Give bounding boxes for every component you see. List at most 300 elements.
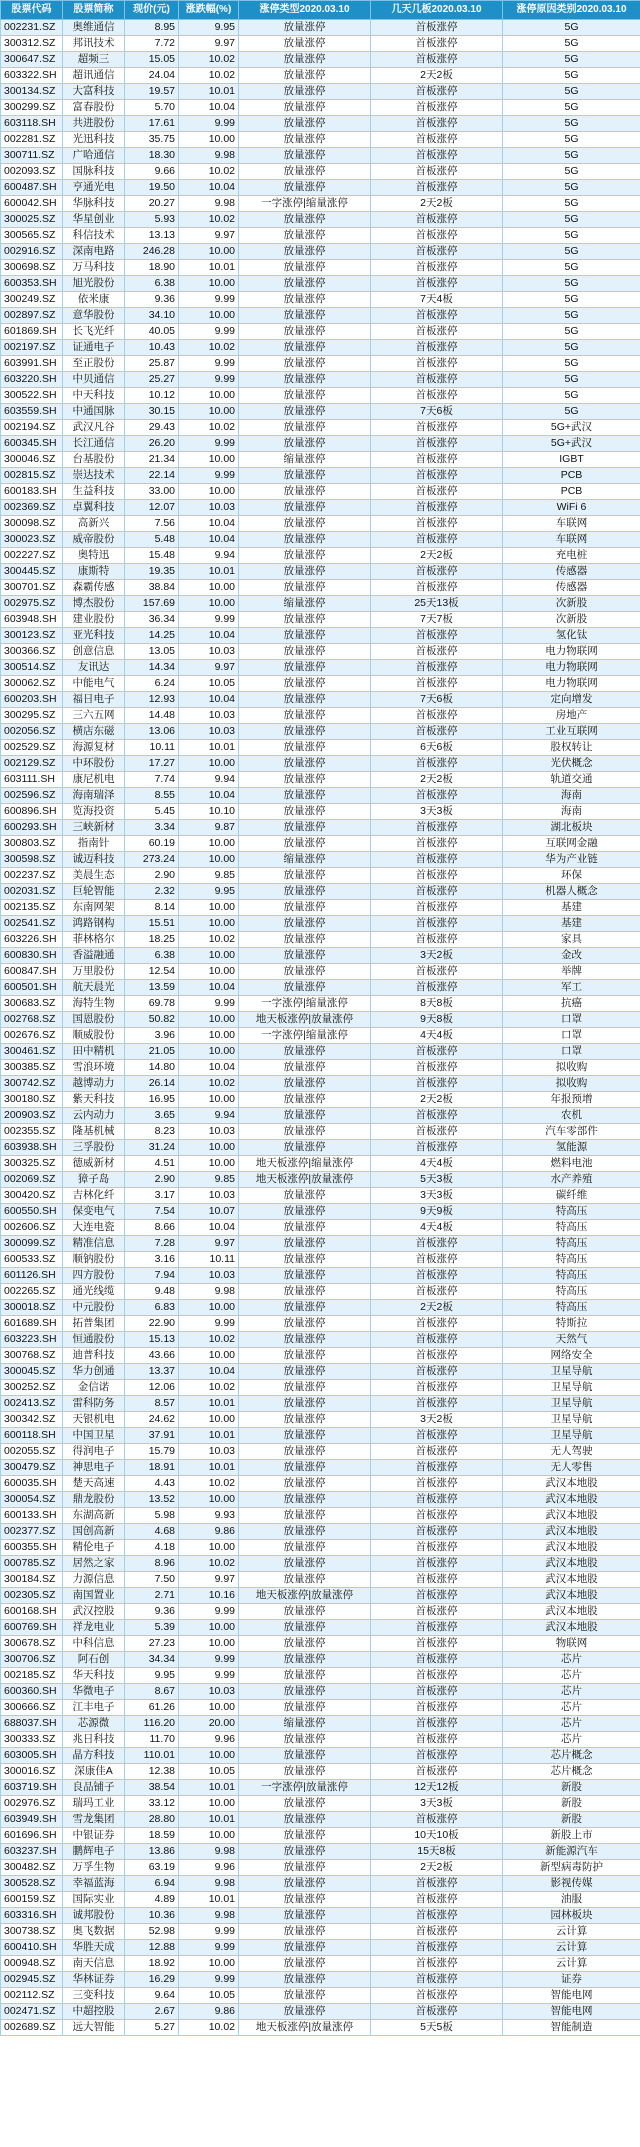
- stock-name-cell[interactable]: 超讯通信: [63, 68, 125, 84]
- stock-code-cell[interactable]: 603322.SH: [1, 68, 63, 84]
- board-days-cell[interactable]: 9天9板: [371, 1204, 503, 1220]
- limit-type-cell[interactable]: 放量涨停: [239, 1908, 371, 1924]
- limit-type-cell[interactable]: 放量涨停: [239, 612, 371, 628]
- stock-name-cell[interactable]: 得润电子: [63, 1444, 125, 1460]
- board-days-cell[interactable]: 首板涨停: [371, 1284, 503, 1300]
- stock-name-cell[interactable]: 武汉凡谷: [63, 420, 125, 436]
- reason-cell[interactable]: 芯片: [503, 1700, 640, 1716]
- price-cell[interactable]: 20.27: [125, 196, 179, 212]
- stock-name-cell[interactable]: 四方股份: [63, 1268, 125, 1284]
- table-row[interactable]: [1, 292, 640, 308]
- table-row[interactable]: [1, 644, 640, 660]
- stock-code-cell[interactable]: 601696.SH: [1, 1828, 63, 1844]
- table-row[interactable]: [1, 836, 640, 852]
- price-cell[interactable]: 13.13: [125, 228, 179, 244]
- change-pct-cell[interactable]: 10.01: [179, 564, 239, 580]
- price-cell[interactable]: 27.23: [125, 1636, 179, 1652]
- stock-name-cell[interactable]: 共进股份: [63, 116, 125, 132]
- reason-cell[interactable]: 光伏概念: [503, 756, 640, 772]
- reason-cell[interactable]: 水产养殖: [503, 1172, 640, 1188]
- price-cell[interactable]: 5.45: [125, 804, 179, 820]
- limit-type-cell[interactable]: 放量涨停: [239, 692, 371, 708]
- price-cell[interactable]: 28.80: [125, 1812, 179, 1828]
- limit-type-cell[interactable]: 放量涨停: [239, 420, 371, 436]
- change-pct-cell[interactable]: 10.00: [179, 1300, 239, 1316]
- limit-type-cell[interactable]: 放量涨停: [239, 516, 371, 532]
- board-days-cell[interactable]: 首板涨停: [371, 644, 503, 660]
- change-pct-cell[interactable]: 9.97: [179, 228, 239, 244]
- table-row[interactable]: [1, 1924, 640, 1940]
- price-cell[interactable]: 24.62: [125, 1412, 179, 1428]
- stock-code-cell[interactable]: 601126.SH: [1, 1268, 63, 1284]
- board-days-cell[interactable]: 首板涨停: [371, 1764, 503, 1780]
- price-cell[interactable]: 110.01: [125, 1748, 179, 1764]
- board-days-cell[interactable]: 首板涨停: [371, 1348, 503, 1364]
- limit-type-cell[interactable]: 放量涨停: [239, 2004, 371, 2020]
- stock-name-cell[interactable]: 通光线缆: [63, 1284, 125, 1300]
- change-pct-cell[interactable]: 10.04: [179, 788, 239, 804]
- reason-cell[interactable]: 5G: [503, 340, 640, 356]
- stock-name-cell[interactable]: 良品铺子: [63, 1780, 125, 1796]
- change-pct-cell[interactable]: 9.86: [179, 1524, 239, 1540]
- stock-code-cell[interactable]: 603237.SH: [1, 1844, 63, 1860]
- reason-cell[interactable]: 武汉本地股: [503, 1540, 640, 1556]
- board-days-cell[interactable]: 4天4板: [371, 1156, 503, 1172]
- change-pct-cell[interactable]: 10.02: [179, 212, 239, 228]
- board-days-cell[interactable]: 首板涨停: [371, 500, 503, 516]
- stock-name-cell[interactable]: 雪浪环境: [63, 1060, 125, 1076]
- change-pct-cell[interactable]: 9.98: [179, 1844, 239, 1860]
- change-pct-cell[interactable]: 10.00: [179, 132, 239, 148]
- price-cell[interactable]: 16.29: [125, 1972, 179, 1988]
- change-pct-cell[interactable]: 10.00: [179, 1140, 239, 1156]
- table-row[interactable]: [1, 820, 640, 836]
- board-days-cell[interactable]: 首板涨停: [371, 1812, 503, 1828]
- board-days-cell[interactable]: 首板涨停: [371, 836, 503, 852]
- table-row[interactable]: [1, 1796, 640, 1812]
- board-days-cell[interactable]: 首板涨停: [371, 1556, 503, 1572]
- stock-code-cell[interactable]: 300678.SZ: [1, 1636, 63, 1652]
- change-pct-cell[interactable]: 10.02: [179, 1556, 239, 1572]
- limit-type-cell[interactable]: 地天板涨停|放量涨停: [239, 1588, 371, 1604]
- table-row[interactable]: [1, 1220, 640, 1236]
- change-pct-cell[interactable]: 9.98: [179, 1876, 239, 1892]
- table-row[interactable]: [1, 948, 640, 964]
- limit-type-cell[interactable]: 放量涨停: [239, 1812, 371, 1828]
- board-days-cell[interactable]: 首板涨停: [371, 964, 503, 980]
- board-days-cell[interactable]: 首板涨停: [371, 1060, 503, 1076]
- board-days-cell[interactable]: 首板涨停: [371, 1380, 503, 1396]
- reason-cell[interactable]: 5G: [503, 260, 640, 276]
- limit-type-cell[interactable]: 放量涨停: [239, 164, 371, 180]
- board-days-cell[interactable]: 2天2板: [371, 1092, 503, 1108]
- table-row[interactable]: [1, 1300, 640, 1316]
- change-pct-cell[interactable]: 10.04: [179, 980, 239, 996]
- change-pct-cell[interactable]: 9.99: [179, 1940, 239, 1956]
- limit-type-cell[interactable]: 放量涨停: [239, 468, 371, 484]
- reason-cell[interactable]: 电力物联网: [503, 676, 640, 692]
- table-row[interactable]: [1, 20, 640, 36]
- change-pct-cell[interactable]: 9.99: [179, 292, 239, 308]
- change-pct-cell[interactable]: 9.94: [179, 548, 239, 564]
- price-cell[interactable]: 18.30: [125, 148, 179, 164]
- stock-code-cell[interactable]: 600533.SZ: [1, 1252, 63, 1268]
- stock-name-cell[interactable]: 威帝股份: [63, 532, 125, 548]
- stock-name-cell[interactable]: 华脉科技: [63, 196, 125, 212]
- change-pct-cell[interactable]: 9.93: [179, 1508, 239, 1524]
- stock-name-cell[interactable]: 三峡新材: [63, 820, 125, 836]
- header-reason[interactable]: 涨停原因类别2020.03.10: [503, 1, 640, 20]
- reason-cell[interactable]: 特高压: [503, 1284, 640, 1300]
- board-days-cell[interactable]: 8天8板: [371, 996, 503, 1012]
- stock-code-cell[interactable]: 300333.SZ: [1, 1732, 63, 1748]
- price-cell[interactable]: 18.92: [125, 1956, 179, 1972]
- table-row[interactable]: [1, 1684, 640, 1700]
- reason-cell[interactable]: 新能源汽车: [503, 1844, 640, 1860]
- board-days-cell[interactable]: 首板涨停: [371, 1700, 503, 1716]
- table-row[interactable]: [1, 1508, 640, 1524]
- stock-name-cell[interactable]: 广哈通信: [63, 148, 125, 164]
- stock-code-cell[interactable]: 600035.SH: [1, 1476, 63, 1492]
- change-pct-cell[interactable]: 10.00: [179, 1636, 239, 1652]
- price-cell[interactable]: 24.04: [125, 68, 179, 84]
- stock-name-cell[interactable]: 长江通信: [63, 436, 125, 452]
- price-cell[interactable]: 36.34: [125, 612, 179, 628]
- price-cell[interactable]: 15.48: [125, 548, 179, 564]
- stock-name-cell[interactable]: 芯源微: [63, 1716, 125, 1732]
- price-cell[interactable]: 157.69: [125, 596, 179, 612]
- stock-name-cell[interactable]: 博杰股份: [63, 596, 125, 612]
- board-days-cell[interactable]: 首板涨停: [371, 1956, 503, 1972]
- price-cell[interactable]: 30.15: [125, 404, 179, 420]
- reason-cell[interactable]: 拟收购: [503, 1060, 640, 1076]
- reason-cell[interactable]: 卫星导航: [503, 1380, 640, 1396]
- stock-name-cell[interactable]: 康尼机电: [63, 772, 125, 788]
- board-days-cell[interactable]: 首板涨停: [371, 628, 503, 644]
- stock-code-cell[interactable]: 300738.SZ: [1, 1924, 63, 1940]
- price-cell[interactable]: 6.24: [125, 676, 179, 692]
- change-pct-cell[interactable]: 10.02: [179, 1332, 239, 1348]
- reason-cell[interactable]: 5G: [503, 372, 640, 388]
- change-pct-cell[interactable]: 10.00: [179, 1092, 239, 1108]
- price-cell[interactable]: 7.50: [125, 1572, 179, 1588]
- board-days-cell[interactable]: 首板涨停: [371, 1444, 503, 1460]
- board-days-cell[interactable]: 3天3板: [371, 1188, 503, 1204]
- table-row[interactable]: [1, 852, 640, 868]
- reason-cell[interactable]: 传感器: [503, 580, 640, 596]
- board-days-cell[interactable]: 首板涨停: [371, 20, 503, 36]
- stock-name-cell[interactable]: 瑞玛工业: [63, 1796, 125, 1812]
- reason-cell[interactable]: 智能电网: [503, 1988, 640, 2004]
- reason-cell[interactable]: 新股: [503, 1812, 640, 1828]
- header-change-pct[interactable]: 涨跌幅(%): [179, 1, 239, 20]
- reason-cell[interactable]: 特高压: [503, 1236, 640, 1252]
- table-row[interactable]: [1, 596, 640, 612]
- stock-code-cell[interactable]: 600293.SH: [1, 820, 63, 836]
- change-pct-cell[interactable]: 10.02: [179, 2020, 239, 2036]
- limit-type-cell[interactable]: 放量涨停: [239, 1044, 371, 1060]
- reason-cell[interactable]: 特高压: [503, 1204, 640, 1220]
- stock-name-cell[interactable]: 国创高新: [63, 1524, 125, 1540]
- limit-type-cell[interactable]: 放量涨停: [239, 36, 371, 52]
- table-row[interactable]: [1, 772, 640, 788]
- reason-cell[interactable]: 云计算: [503, 1924, 640, 1940]
- reason-cell[interactable]: 智能制造: [503, 2020, 640, 2036]
- price-cell[interactable]: 15.05: [125, 52, 179, 68]
- table-row[interactable]: [1, 1012, 640, 1028]
- table-row[interactable]: [1, 1188, 640, 1204]
- limit-type-cell[interactable]: 放量涨停: [239, 404, 371, 420]
- table-row[interactable]: [1, 564, 640, 580]
- board-days-cell[interactable]: 3天3板: [371, 1796, 503, 1812]
- board-days-cell[interactable]: 12天12板: [371, 1780, 503, 1796]
- price-cell[interactable]: 12.07: [125, 500, 179, 516]
- stock-name-cell[interactable]: 科信技术: [63, 228, 125, 244]
- stock-code-cell[interactable]: 300299.SZ: [1, 100, 63, 116]
- change-pct-cell[interactable]: 9.99: [179, 1316, 239, 1332]
- stock-code-cell[interactable]: 300342.SZ: [1, 1412, 63, 1428]
- reason-cell[interactable]: 卫星导航: [503, 1364, 640, 1380]
- stock-name-cell[interactable]: 亨通光电: [63, 180, 125, 196]
- header-code[interactable]: 股票代码: [1, 1, 63, 20]
- stock-code-cell[interactable]: 300711.SZ: [1, 148, 63, 164]
- stock-name-cell[interactable]: 深南电路: [63, 244, 125, 260]
- limit-type-cell[interactable]: 放量涨停: [239, 148, 371, 164]
- reason-cell[interactable]: 碳纤维: [503, 1188, 640, 1204]
- limit-type-cell[interactable]: 放量涨停: [239, 1748, 371, 1764]
- price-cell[interactable]: 9.95: [125, 1668, 179, 1684]
- table-row[interactable]: [1, 868, 640, 884]
- stock-name-cell[interactable]: 神思电子: [63, 1460, 125, 1476]
- table-row[interactable]: [1, 1460, 640, 1476]
- reason-cell[interactable]: 年报预增: [503, 1092, 640, 1108]
- reason-cell[interactable]: 5G: [503, 292, 640, 308]
- board-days-cell[interactable]: 首板涨停: [371, 372, 503, 388]
- table-row[interactable]: [1, 1844, 640, 1860]
- change-pct-cell[interactable]: 10.00: [179, 276, 239, 292]
- limit-type-cell[interactable]: 放量涨停: [239, 532, 371, 548]
- change-pct-cell[interactable]: 10.00: [179, 1156, 239, 1172]
- reason-cell[interactable]: 口罩: [503, 1028, 640, 1044]
- board-days-cell[interactable]: 首板涨停: [371, 1076, 503, 1092]
- table-row[interactable]: [1, 180, 640, 196]
- limit-type-cell[interactable]: 放量涨停: [239, 676, 371, 692]
- change-pct-cell[interactable]: 9.99: [179, 436, 239, 452]
- stock-name-cell[interactable]: 中通国脉: [63, 404, 125, 420]
- stock-code-cell[interactable]: 300445.SZ: [1, 564, 63, 580]
- board-days-cell[interactable]: 3天2板: [371, 1412, 503, 1428]
- reason-cell[interactable]: 芯片概念: [503, 1748, 640, 1764]
- stock-name-cell[interactable]: 阿石创: [63, 1652, 125, 1668]
- table-row[interactable]: [1, 1652, 640, 1668]
- stock-name-cell[interactable]: 指南针: [63, 836, 125, 852]
- change-pct-cell[interactable]: 10.02: [179, 164, 239, 180]
- board-days-cell[interactable]: 15天8板: [371, 1844, 503, 1860]
- change-pct-cell[interactable]: 10.00: [179, 404, 239, 420]
- reason-cell[interactable]: WiFi 6: [503, 500, 640, 516]
- change-pct-cell[interactable]: 10.02: [179, 340, 239, 356]
- board-days-cell[interactable]: 首板涨停: [371, 516, 503, 532]
- table-row[interactable]: [1, 1076, 640, 1092]
- reason-cell[interactable]: 武汉本地股: [503, 1604, 640, 1620]
- limit-type-cell[interactable]: 放量涨停: [239, 100, 371, 116]
- stock-code-cell[interactable]: 002529.SZ: [1, 740, 63, 756]
- stock-code-cell[interactable]: 603316.SH: [1, 1908, 63, 1924]
- stock-name-cell[interactable]: 越博动力: [63, 1076, 125, 1092]
- change-pct-cell[interactable]: 10.00: [179, 484, 239, 500]
- price-cell[interactable]: 69.78: [125, 996, 179, 1012]
- board-days-cell[interactable]: 首板涨停: [371, 676, 503, 692]
- price-cell[interactable]: 14.80: [125, 1060, 179, 1076]
- stock-name-cell[interactable]: 横店东磁: [63, 724, 125, 740]
- change-pct-cell[interactable]: 10.04: [179, 532, 239, 548]
- table-row[interactable]: [1, 660, 640, 676]
- stock-name-cell[interactable]: 奥维通信: [63, 20, 125, 36]
- stock-code-cell[interactable]: 300598.SZ: [1, 852, 63, 868]
- price-cell[interactable]: 12.38: [125, 1764, 179, 1780]
- stock-name-cell[interactable]: 鼎龙股份: [63, 1492, 125, 1508]
- reason-cell[interactable]: 互联网金融: [503, 836, 640, 852]
- stock-name-cell[interactable]: 三变科技: [63, 1988, 125, 2004]
- table-row[interactable]: [1, 1156, 640, 1172]
- price-cell[interactable]: 19.50: [125, 180, 179, 196]
- price-cell[interactable]: 10.11: [125, 740, 179, 756]
- table-row[interactable]: [1, 1940, 640, 1956]
- change-pct-cell[interactable]: 10.01: [179, 1396, 239, 1412]
- reason-cell[interactable]: 5G: [503, 100, 640, 116]
- board-days-cell[interactable]: 首板涨停: [371, 1252, 503, 1268]
- limit-type-cell[interactable]: 地天板涨停|缩量涨停: [239, 1156, 371, 1172]
- limit-type-cell[interactable]: 放量涨停: [239, 52, 371, 68]
- change-pct-cell[interactable]: 10.03: [179, 644, 239, 660]
- board-days-cell[interactable]: 首板涨停: [371, 132, 503, 148]
- reason-cell[interactable]: 智能电网: [503, 2004, 640, 2020]
- price-cell[interactable]: 8.55: [125, 788, 179, 804]
- board-days-cell[interactable]: 首板涨停: [371, 244, 503, 260]
- change-pct-cell[interactable]: 10.10: [179, 804, 239, 820]
- board-days-cell[interactable]: 首板涨停: [371, 932, 503, 948]
- stock-name-cell[interactable]: 武汉控股: [63, 1604, 125, 1620]
- board-days-cell[interactable]: 首板涨停: [371, 1684, 503, 1700]
- change-pct-cell[interactable]: 10.00: [179, 1620, 239, 1636]
- stock-name-cell[interactable]: 德威新材: [63, 1156, 125, 1172]
- stock-name-cell[interactable]: 祥龙电业: [63, 1620, 125, 1636]
- stock-name-cell[interactable]: 生益科技: [63, 484, 125, 500]
- limit-type-cell[interactable]: 放量涨停: [239, 84, 371, 100]
- table-row[interactable]: [1, 628, 640, 644]
- limit-type-cell[interactable]: 放量涨停: [239, 980, 371, 996]
- board-days-cell[interactable]: 首板涨停: [371, 100, 503, 116]
- limit-type-cell[interactable]: 放量涨停: [239, 116, 371, 132]
- limit-type-cell[interactable]: 缩量涨停: [239, 596, 371, 612]
- stock-name-cell[interactable]: 建业股份: [63, 612, 125, 628]
- limit-type-cell[interactable]: 放量涨停: [239, 1060, 371, 1076]
- reason-cell[interactable]: 5G: [503, 276, 640, 292]
- limit-type-cell[interactable]: 放量涨停: [239, 180, 371, 196]
- board-days-cell[interactable]: 首板涨停: [371, 468, 503, 484]
- board-days-cell[interactable]: 首板涨停: [371, 724, 503, 740]
- stock-name-cell[interactable]: 华微电子: [63, 1684, 125, 1700]
- table-row[interactable]: [1, 740, 640, 756]
- change-pct-cell[interactable]: 9.94: [179, 772, 239, 788]
- board-days-cell[interactable]: 首板涨停: [371, 436, 503, 452]
- stock-code-cell[interactable]: 002055.SZ: [1, 1444, 63, 1460]
- reason-cell[interactable]: 武汉本地股: [503, 1492, 640, 1508]
- table-row[interactable]: [1, 1044, 640, 1060]
- price-cell[interactable]: 3.16: [125, 1252, 179, 1268]
- price-cell[interactable]: 5.93: [125, 212, 179, 228]
- stock-name-cell[interactable]: 富春股份: [63, 100, 125, 116]
- stock-code-cell[interactable]: 300134.SZ: [1, 84, 63, 100]
- change-pct-cell[interactable]: 9.99: [179, 1924, 239, 1940]
- table-row[interactable]: [1, 324, 640, 340]
- stock-code-cell[interactable]: 300461.SZ: [1, 1044, 63, 1060]
- change-pct-cell[interactable]: 10.00: [179, 836, 239, 852]
- board-days-cell[interactable]: 首板涨停: [371, 1652, 503, 1668]
- limit-type-cell[interactable]: 放量涨停: [239, 756, 371, 772]
- stock-code-cell[interactable]: 300123.SZ: [1, 628, 63, 644]
- stock-code-cell[interactable]: 300742.SZ: [1, 1076, 63, 1092]
- reason-cell[interactable]: 新股: [503, 1796, 640, 1812]
- table-row[interactable]: [1, 436, 640, 452]
- reason-cell[interactable]: 车联网: [503, 532, 640, 548]
- stock-code-cell[interactable]: 300565.SZ: [1, 228, 63, 244]
- table-row[interactable]: [1, 1860, 640, 1876]
- price-cell[interactable]: 37.91: [125, 1428, 179, 1444]
- table-row[interactable]: [1, 420, 640, 436]
- stock-name-cell[interactable]: 香溢融通: [63, 948, 125, 964]
- table-row[interactable]: [1, 1636, 640, 1652]
- change-pct-cell[interactable]: 9.99: [179, 372, 239, 388]
- price-cell[interactable]: 18.59: [125, 1828, 179, 1844]
- stock-name-cell[interactable]: 光迅科技: [63, 132, 125, 148]
- board-days-cell[interactable]: 首板涨停: [371, 324, 503, 340]
- reason-cell[interactable]: 口罩: [503, 1012, 640, 1028]
- board-days-cell[interactable]: 首板涨停: [371, 484, 503, 500]
- board-days-cell[interactable]: 首板涨停: [371, 276, 503, 292]
- table-row[interactable]: [1, 996, 640, 1012]
- stock-code-cell[interactable]: 300698.SZ: [1, 260, 63, 276]
- reason-cell[interactable]: 特高压: [503, 1220, 640, 1236]
- change-pct-cell[interactable]: 10.03: [179, 1684, 239, 1700]
- change-pct-cell[interactable]: 9.99: [179, 1972, 239, 1988]
- table-row[interactable]: [1, 1380, 640, 1396]
- reason-cell[interactable]: 5G: [503, 196, 640, 212]
- limit-type-cell[interactable]: 放量涨停: [239, 1524, 371, 1540]
- change-pct-cell[interactable]: 10.02: [179, 1380, 239, 1396]
- stock-name-cell[interactable]: 友讯达: [63, 660, 125, 676]
- change-pct-cell[interactable]: 10.00: [179, 1412, 239, 1428]
- board-days-cell[interactable]: 首板涨停: [371, 340, 503, 356]
- change-pct-cell[interactable]: 9.97: [179, 1572, 239, 1588]
- change-pct-cell[interactable]: 10.00: [179, 1748, 239, 1764]
- board-days-cell[interactable]: 首板涨停: [371, 1428, 503, 1444]
- limit-type-cell[interactable]: 放量涨停: [239, 324, 371, 340]
- table-row[interactable]: [1, 1316, 640, 1332]
- limit-type-cell[interactable]: 放量涨停: [239, 660, 371, 676]
- stock-code-cell[interactable]: 200903.SZ: [1, 1108, 63, 1124]
- reason-cell[interactable]: 5G+武汉: [503, 436, 640, 452]
- price-cell[interactable]: 43.66: [125, 1348, 179, 1364]
- stock-name-cell[interactable]: 吉林化纤: [63, 1188, 125, 1204]
- change-pct-cell[interactable]: 9.98: [179, 148, 239, 164]
- board-days-cell[interactable]: 首板涨停: [371, 1636, 503, 1652]
- reason-cell[interactable]: 5G: [503, 84, 640, 100]
- price-cell[interactable]: 7.54: [125, 1204, 179, 1220]
- table-row[interactable]: [1, 708, 640, 724]
- limit-type-cell[interactable]: 放量涨停: [239, 820, 371, 836]
- stock-code-cell[interactable]: 002976.SZ: [1, 1796, 63, 1812]
